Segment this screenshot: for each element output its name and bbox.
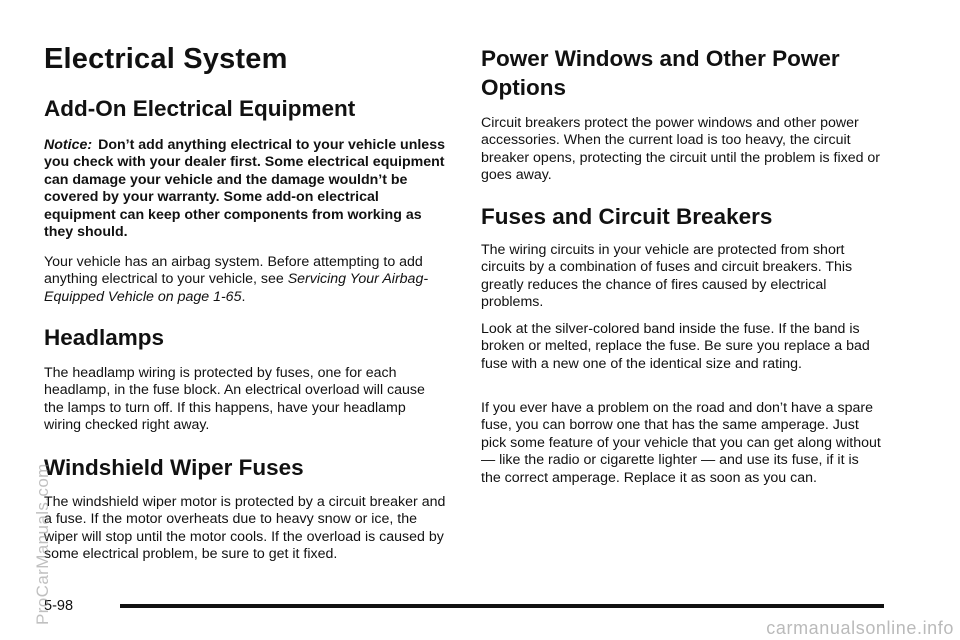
fuses-paragraph-2: Look at the silver-colored band inside the fuse. If the band is broken or melted, replace the fuse. Be sure you replace a bad fuse with a new one of the identical size and rating. — [481, 321, 870, 372]
airbag-reference-link[interactable]: Servicing Your Airbag-Equipped Vehicle on page 1-65 — [44, 271, 429, 305]
airbag-text: Your vehicle has an airbag system. Before attempting to add anything electrical to your vehicle, see — [44, 254, 423, 288]
power-paragraph: Circuit breakers protect the power windows and other power accessories. When the current load is too heavy, the circuit breaker opens, protecting the circuit until the problem is fixed or goes away. — [481, 115, 881, 184]
notice-label: Notice: — [44, 137, 93, 153]
notice-paragraph — [44, 137, 448, 241]
footer-rule — [120, 604, 884, 608]
page-title: Electrical System — [44, 43, 288, 75]
headlamps-heading: Headlamps — [44, 325, 165, 350]
page-number: 5-98 — [44, 598, 74, 614]
fuses-paragraph-1: The wiring circuits in your vehicle are protected from short circuits by a combination of fuses and circuit breakers. This greatly reduces the chance of fires caused by electrical problems. — [481, 242, 853, 311]
side-watermark: ProCarManuals.com — [33, 463, 52, 625]
headlamps-paragraph: The headlamp wiring is protected by fuses, one for each headlamp, in the fuse block. An electrical overload will cause the lamps to turn off. If this happens, have your headlamp wiring checked right away. — [44, 365, 425, 434]
power-heading-line-2: Options — [481, 75, 566, 100]
wiper-paragraph: The windshield wiper motor is protected by a circuit breaker and a fuse. If the motor overheats due to heavy snow or ice, the wiper will stop until the motor cools. If the overload is caused by some electrical problem, be sure to get it fixed. — [44, 494, 446, 563]
wiper-heading: Windshield Wiper Fuses — [44, 455, 304, 480]
power-heading-line-1: Power Windows and Other Power — [481, 46, 840, 71]
notice-text: Don’t add anything electrical to your vehicle unless you check with your dealer first. Some electrical equipment can damage your vehicle and the damage wouldn’t be covered by your warranty. Some add-on electrical equipment can keep other components from working as they should. — [44, 137, 445, 241]
airbag-paragraph — [44, 254, 439, 306]
airbag-end: . — [241, 288, 246, 305]
addon-heading: Add-On Electrical Equipment — [44, 96, 356, 121]
fuses-paragraph-3: If you ever have a problem on the road and don’t have a spare fuse, you can borrow one that has the same amperage. Just pick some feature of your vehicle that you can get along without — like the radio or cigarette lighter — and use its fuse, if it is the correct amperage. Replace it as soon as you can. — [481, 400, 881, 486]
fuses-heading: Fuses and Circuit Breakers — [481, 204, 773, 229]
bottom-watermark: carmanualsonline.info — [766, 618, 954, 638]
